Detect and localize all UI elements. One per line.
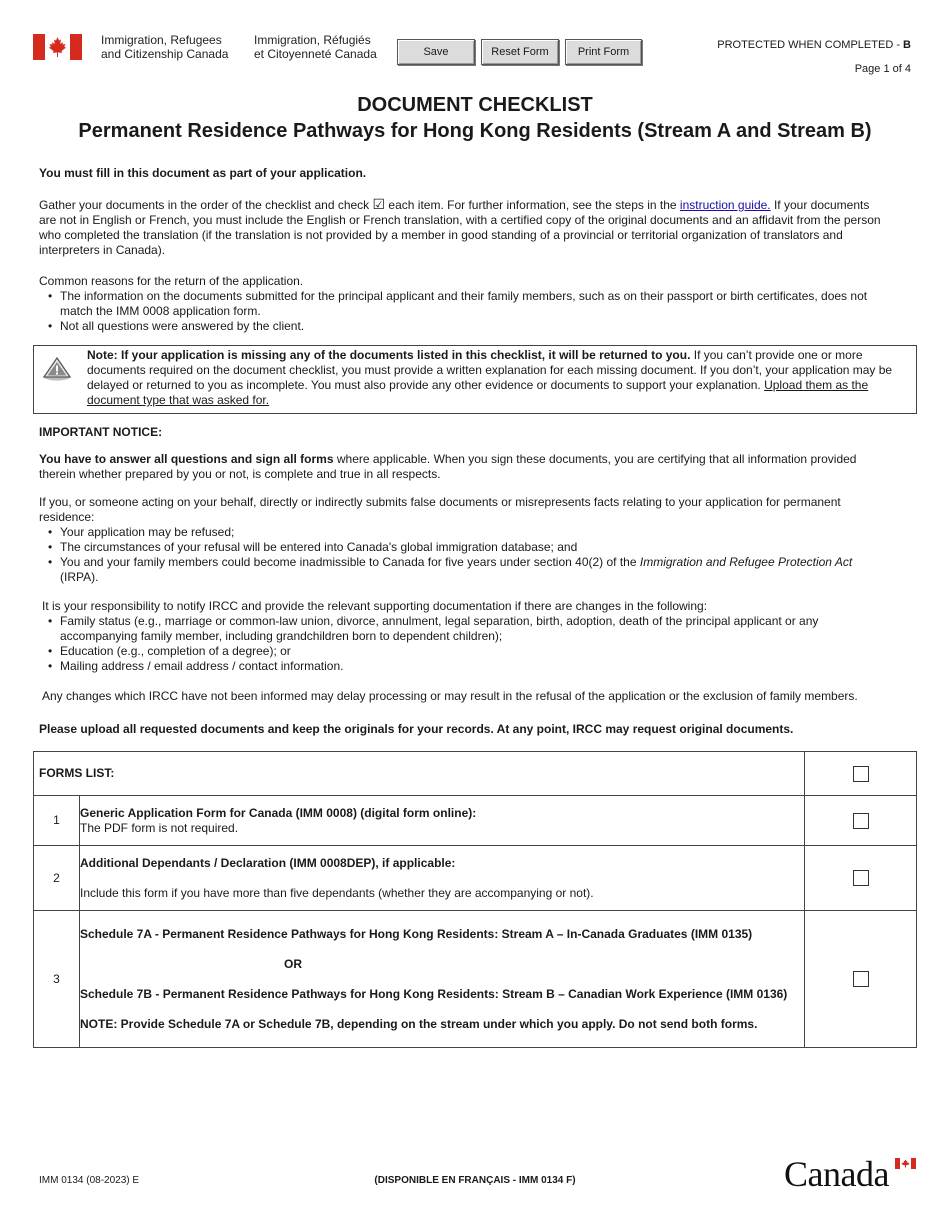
protected-level: B (903, 39, 911, 51)
forms-list-header: FORMS LIST: (34, 752, 805, 796)
department-name-en (101, 33, 228, 61)
missing-documents-note: Note: If your application is missing any of the documents listed in this checklist, it will be returned to you. If you can’t provide one or more documents required on the document checklist, you must provide a written explanation for each missing document. If you don’t, your application may be delayed or returned to you as incomplete. You must also provide any other evidence or documents to support your explanation. Upload them as the document type that was asked for. (87, 348, 893, 407)
instruction-guide-link[interactable]: instruction guide. (679, 198, 771, 212)
false-documents-text: If you, or someone acting on your behalf, directly or indirectly submits false documents or misrepresents facts relating to your application for permanent residence: (39, 495, 841, 524)
print-form-button[interactable]: Print Form (565, 39, 642, 65)
form-number: 2 (34, 846, 80, 911)
canada-wordmark-flag-icon (895, 1158, 916, 1169)
checkbox-cell (805, 752, 917, 796)
list-item: • You and your family members could become inadmissible to Canada for five years under section 40(2) of the Immigration and Refugee Protection Act (IRPA). (39, 555, 889, 585)
forms-list-table (33, 751, 917, 1048)
document-title: DOCUMENT CHECKLIST (357, 94, 593, 116)
consequences-list (39, 525, 889, 585)
list-item: • Education (e.g., completion of a degree); or (39, 644, 889, 659)
document-subtitle: Permanent Residence Pathways for Hong Kong Residents (Stream A and Stream B) (78, 120, 872, 142)
warning-icon (42, 356, 72, 382)
responsibility-text: It is your responsibility to notify IRCC and provide the relevant supporting documentation if there are changes in the following: (42, 599, 708, 613)
form-3-checkbox[interactable] (853, 971, 869, 987)
important-notice-heading: IMPORTANT NOTICE: (39, 425, 163, 439)
changes-list (39, 614, 889, 674)
protected-status (717, 38, 911, 53)
checkbox-cell (805, 846, 917, 911)
reset-form-button[interactable]: Reset Form (481, 39, 559, 65)
department-name-fr (254, 33, 377, 61)
common-reasons-heading: Common reasons for the return of the application. (39, 274, 304, 288)
checkbox-cell (805, 796, 917, 846)
department-name-en-line2: and Citizenship Canada (101, 47, 229, 61)
save-button[interactable]: Save (397, 39, 475, 65)
must-fill-statement: You must fill in this document as part of your application. (39, 166, 367, 180)
form-description: Schedule 7A - Permanent Residence Pathways for Hong Kong Residents: Stream A – In-Canada Graduates (IMM 0135) OR Schedule 7B - Permanent Residence Pathways for Hong Kong Residents: Stream B – Canadian Work Experience (IMM 0136) NOTE: Provide Schedule 7A or Schedule 7B, depending on the stream under which you apply. Do not send both forms. (80, 911, 805, 1048)
list-item: • Not all questions were answered by the client. (39, 319, 889, 334)
department-name-fr-line2: et Citoyenneté Canada (254, 47, 377, 61)
form-number: 1 (34, 796, 80, 846)
canada-wordmark: Canada (784, 1154, 889, 1194)
list-item: • Your application may be refused; (39, 525, 889, 540)
irpa-act-title: Immigration and Refugee Protection Act (639, 555, 853, 569)
page-number: Page 1 of 4 (854, 63, 911, 75)
gather-instructions: Gather your documents in the order of the checklist and check ☑ each item. For further information, see the steps in the instruction guide. If your documents are not in English or French, you must include the English or French translation, with a certified copy of the original documents and an affidavit from the person who completed the translation (if the translation is not provided by a member in good standing of a provincial or territorial organization of translators and interpreters in Canada). (39, 196, 881, 257)
form-code: IMM 0134 (08-2023) E (39, 1175, 140, 1186)
protected-label: PROTECTED WHEN COMPLETED - (717, 39, 904, 51)
french-availability-note: (DISPONIBLE EN FRANÇAIS - IMM 0134 F) (374, 1175, 576, 1186)
list-item: • The circumstances of your refusal will be entered into Canada's global immigration database; and (39, 540, 889, 555)
table-row (34, 911, 917, 1048)
table-row (34, 796, 917, 846)
form-description: Generic Application Form for Canada (IMM 0008) (digital form online): The PDF form is not required. (80, 796, 805, 846)
forms-list-checkbox[interactable] (853, 766, 869, 782)
changes-warning: Any changes which IRCC have not been informed may delay processing or may result in the refusal of the application or the exclusion of family members. (42, 689, 858, 703)
form-number: 3 (34, 911, 80, 1048)
checkbox-checked-icon: ☑ (372, 196, 386, 212)
list-item: • Mailing address / email address / contact information. (39, 659, 889, 674)
answer-all-questions-text: You have to answer all questions and sign all forms where applicable. When you sign these documents, you are certifying that all information provided therein whether prepared by you or not, is complete and true in all respects. (39, 452, 857, 481)
department-name-fr-line1: Immigration, Réfugiés (254, 33, 371, 47)
upload-instructions: Please upload all requested documents and keep the originals for your records. At any point, IRCC may request original documents. (39, 722, 794, 736)
canada-flag-icon (33, 34, 82, 60)
list-item: • Family status (e.g., marriage or common-law union, divorce, annulment, legal separation, birth, adoption, death of the principal applicant or any accompanying family member, including grandchildren born to dependent children); (39, 614, 889, 644)
table-row (34, 846, 917, 911)
common-reasons-list (39, 289, 889, 334)
list-item: • The information on the documents submitted for the principal applicant and their family members, such as on their passport or birth certificates, does not match the IMM 0008 application form. (39, 289, 889, 319)
checkbox-cell (805, 911, 917, 1048)
table-row (34, 752, 917, 796)
form-2-checkbox[interactable] (853, 870, 869, 886)
form-1-checkbox[interactable] (853, 813, 869, 829)
department-name-en-line1: Immigration, Refugees (101, 33, 222, 47)
form-description: Additional Dependants / Declaration (IMM 0008DEP), if applicable: Include this form if you have more than five dependants (whether they are accompanying or not). (80, 846, 805, 911)
